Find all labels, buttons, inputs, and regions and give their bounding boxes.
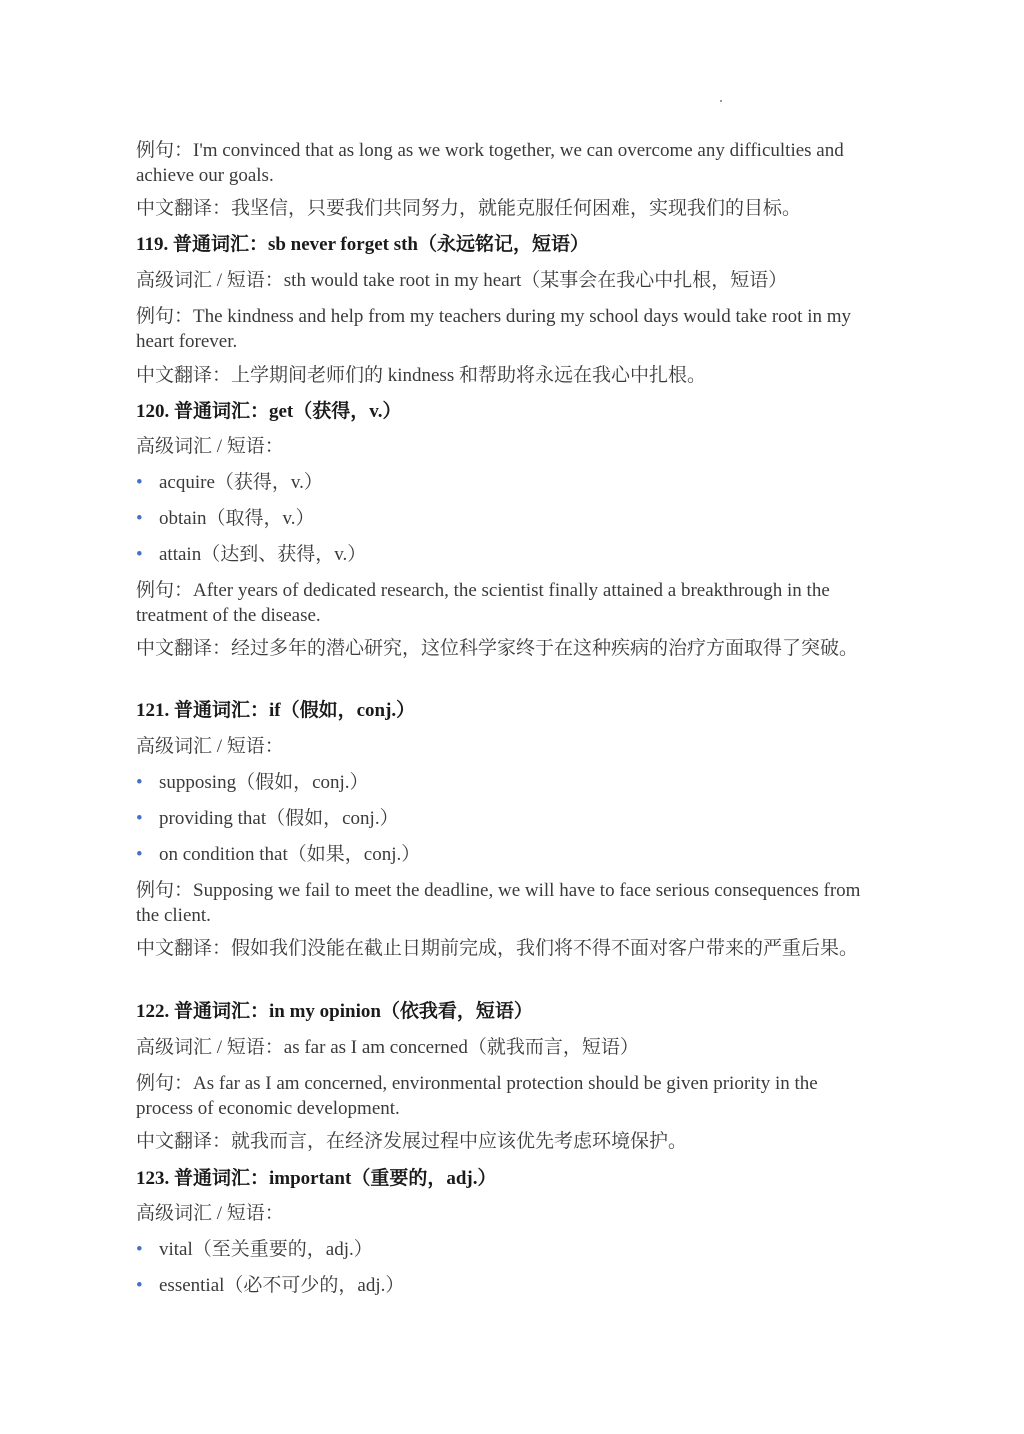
list-item bbox=[136, 470, 323, 495]
example-118: 例句：I'm convinced that as long as we work together, we can overcome any difficulties and achieve our goals. bbox=[136, 140, 844, 186]
advanced-121: 高级词汇 / 短语： bbox=[136, 736, 284, 757]
bullet-icon: • bbox=[136, 1239, 143, 1260]
bullet-icon: • bbox=[136, 508, 143, 529]
list-item-label: obtain（取得，v.） bbox=[159, 508, 315, 529]
list-item bbox=[136, 806, 399, 831]
heading-123: 123. 普通词汇：important（重要的，adj.） bbox=[136, 1168, 497, 1189]
list-item bbox=[136, 542, 366, 567]
bullet-icon: • bbox=[136, 844, 143, 865]
list-item bbox=[136, 770, 369, 795]
list-item-label: acquire（获得，v.） bbox=[159, 472, 323, 493]
bullet-icon: • bbox=[136, 772, 143, 793]
advanced-122: 高级词汇 / 短语：as far as I am concerned（就我而言，短语） bbox=[136, 1037, 639, 1058]
heading-122: 122. 普通词汇：in my opinion（依我看，短语） bbox=[136, 1001, 533, 1022]
list-item bbox=[136, 1273, 404, 1298]
heading-120: 120. 普通词汇：get（获得，v.） bbox=[136, 401, 402, 422]
translation-122: 中文翻译：就我而言，在经济发展过程中应该优先考虑环境保护。 bbox=[136, 1131, 688, 1152]
list-item-label: vital（至关重要的，adj.） bbox=[159, 1239, 373, 1260]
page-marker bbox=[720, 100, 722, 102]
bullet-icon: • bbox=[136, 472, 143, 493]
list-item-label: attain（达到、获得，v.） bbox=[159, 544, 367, 565]
advanced-119: 高级词汇 / 短语：sth would take root in my heart（某事会在我心中扎根，短语） bbox=[136, 270, 788, 291]
bullet-icon: • bbox=[136, 1275, 143, 1296]
list-item bbox=[136, 842, 420, 867]
translation-120: 中文翻译：经过多年的潜心研究，这位科学家终于在这种疾病的治疗方面取得了突破。 bbox=[136, 638, 859, 659]
list-item-label: providing that（假如，conj.） bbox=[159, 808, 399, 829]
example-122: 例句：As far as I am concerned, environmental protection should be given priority in the process of economic development. bbox=[136, 1073, 818, 1119]
example-120: 例句：After years of dedicated research, the scientist finally attained a breakthrough in the treatment of the disease. bbox=[136, 580, 830, 626]
heading-119: 119. 普通词汇：sb never forget sth（永远铭记，短语） bbox=[136, 234, 589, 255]
list-item-label: on condition that（如果，conj.） bbox=[159, 844, 421, 865]
translation-118: 中文翻译：我坚信，只要我们共同努力，就能克服任何困难，实现我们的目标。 bbox=[136, 198, 802, 219]
list-item-label: supposing（假如，conj.） bbox=[159, 772, 369, 793]
example-119: 例句：The kindness and help from my teachers during my school days would take root in my heart forever. bbox=[136, 306, 852, 352]
list-item-label: essential（必不可少的，adj.） bbox=[159, 1275, 405, 1296]
advanced-123: 高级词汇 / 短语： bbox=[136, 1203, 284, 1224]
list-item bbox=[136, 506, 315, 531]
list-item bbox=[136, 1237, 373, 1262]
example-121: 例句：Supposing we fail to meet the deadline, we will have to face serious consequences from the client. bbox=[136, 880, 861, 926]
translation-119: 中文翻译：上学期间老师们的 kindness 和帮助将永远在我心中扎根。 bbox=[136, 365, 707, 386]
translation-121: 中文翻译：假如我们没能在截止日期前完成，我们将不得不面对客户带来的严重后果。 bbox=[136, 938, 859, 959]
advanced-120: 高级词汇 / 短语： bbox=[136, 436, 284, 457]
heading-121: 121. 普通词汇：if（假如，conj.） bbox=[136, 700, 416, 721]
bullet-icon: • bbox=[136, 808, 143, 829]
bullet-icon: • bbox=[136, 544, 143, 565]
